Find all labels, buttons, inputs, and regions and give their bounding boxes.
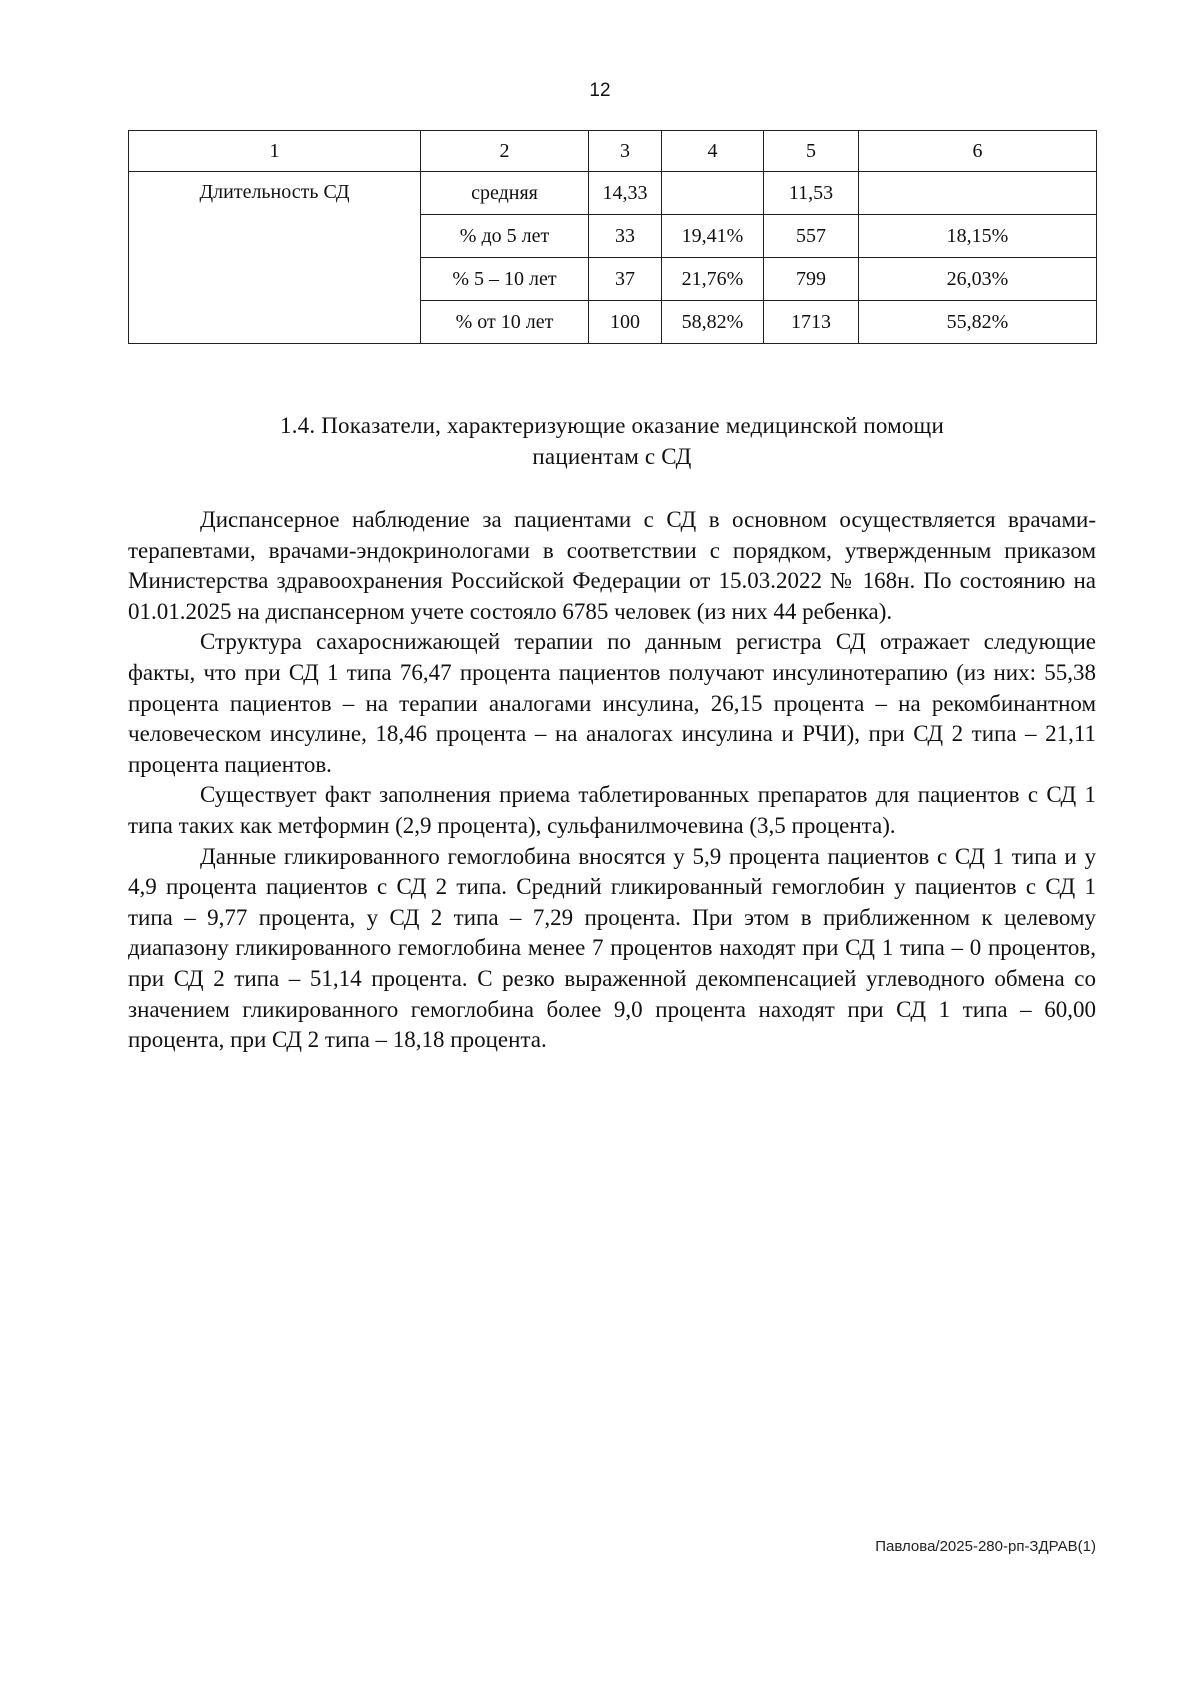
- table-cell: [859, 172, 1097, 215]
- table-cell: 11,53: [764, 172, 859, 215]
- document-reference: Павлова/2025-280-рп-ЗДРАВ(1): [875, 1538, 1096, 1555]
- table-cell: 19,41%: [662, 215, 764, 258]
- row-group-label: Длительность СД: [129, 172, 421, 344]
- table-cell: 58,82%: [662, 301, 764, 344]
- table-row: [129, 172, 1097, 215]
- paragraph: Диспансерное наблюдение за пациентами с СД в основном осуществляется врачами-терапевтами, врачами-эндокринологами в соответствии с порядком, утвержденным приказом Министерства здравоохранения Российской Федерации от 15.03.2022 № 168н. По состоянию на 01.01.2025 на диспансерном учете состояло 6785 человек (из них 44 ребенка).: [128, 507, 1096, 624]
- table-header-cell: 1: [129, 131, 421, 172]
- page-number: 12: [589, 80, 611, 101]
- table-header-cell: 3: [589, 131, 662, 172]
- table-header-cell: 5: [764, 131, 859, 172]
- paragraph: Существует факт заполнения приема таблетированных препаратов для пациентов с СД 1 типа таких как метформин (2,9 процента), сульфанилмочевина (3,5 процента).: [128, 782, 1096, 838]
- table-header-cell: 6: [859, 131, 1097, 172]
- table-cell: 21,76%: [662, 258, 764, 301]
- body-text: [128, 505, 1096, 1056]
- paragraph: Структура сахароснижающей терапии по данным регистра СД отражает следующие факты, что при СД 1 типа 76,47 процента пациентов получают инсулинотерапию (из них: 55,38 процента пациентов – на терапии аналогами инсулина, 26,15 процента – на рекомбинантном человеческом инсулине, 18,46 процента – на аналогах инсулина и РЧИ), при СД 2 типа – 21,11 процента пациентов.: [128, 629, 1096, 777]
- table-cell: 557: [764, 215, 859, 258]
- table-cell: % до 5 лет: [421, 215, 589, 258]
- table-cell: 1713: [764, 301, 859, 344]
- table-cell: 799: [764, 258, 859, 301]
- section-heading-line: 1.4. Показатели, характеризующие оказание медицинской помощи: [280, 413, 944, 438]
- table-header-cell: 4: [662, 131, 764, 172]
- table-cell: % от 10 лет: [421, 301, 589, 344]
- table-cell: 33: [589, 215, 662, 258]
- table-cell: [662, 172, 764, 215]
- table-cell: 37: [589, 258, 662, 301]
- table-cell: 26,03%: [859, 258, 1097, 301]
- section-heading: [128, 410, 1096, 472]
- paragraph: Данные гликированного гемоглобина вносятся у 5,9 процента пациентов с СД 1 типа и у 4,9 процента пациентов с СД 2 типа. Средний гликированный гемоглобин у пациентов с СД 1 типа – 9,77 процента, у СД 2 типа – 7,29 процента. При этом в приближенном к целевому диапазону гликированного гемоглобина менее 7 процентов находят при СД 1 типа – 0 процентов, при СД 2 типа – 51,14 процента. С резко выраженной декомпенсацией углеводного обмена со значением гликированного гемоглобина более 9,0 процента находят при СД 1 типа – 60,00 процента, при СД 2 типа – 18,18 процента.: [128, 843, 1096, 1053]
- table-header-cell: 2: [421, 131, 589, 172]
- table-cell: 55,82%: [859, 301, 1097, 344]
- table-cell: 18,15%: [859, 215, 1097, 258]
- table-cell: 100: [589, 301, 662, 344]
- table-cell: 14,33: [589, 172, 662, 215]
- table-cell: % 5 – 10 лет: [421, 258, 589, 301]
- table-cell: средняя: [421, 172, 589, 215]
- table-header-row: [129, 131, 1097, 172]
- section-heading-line: пациентам с СД: [532, 444, 692, 469]
- duration-table: [128, 130, 1097, 344]
